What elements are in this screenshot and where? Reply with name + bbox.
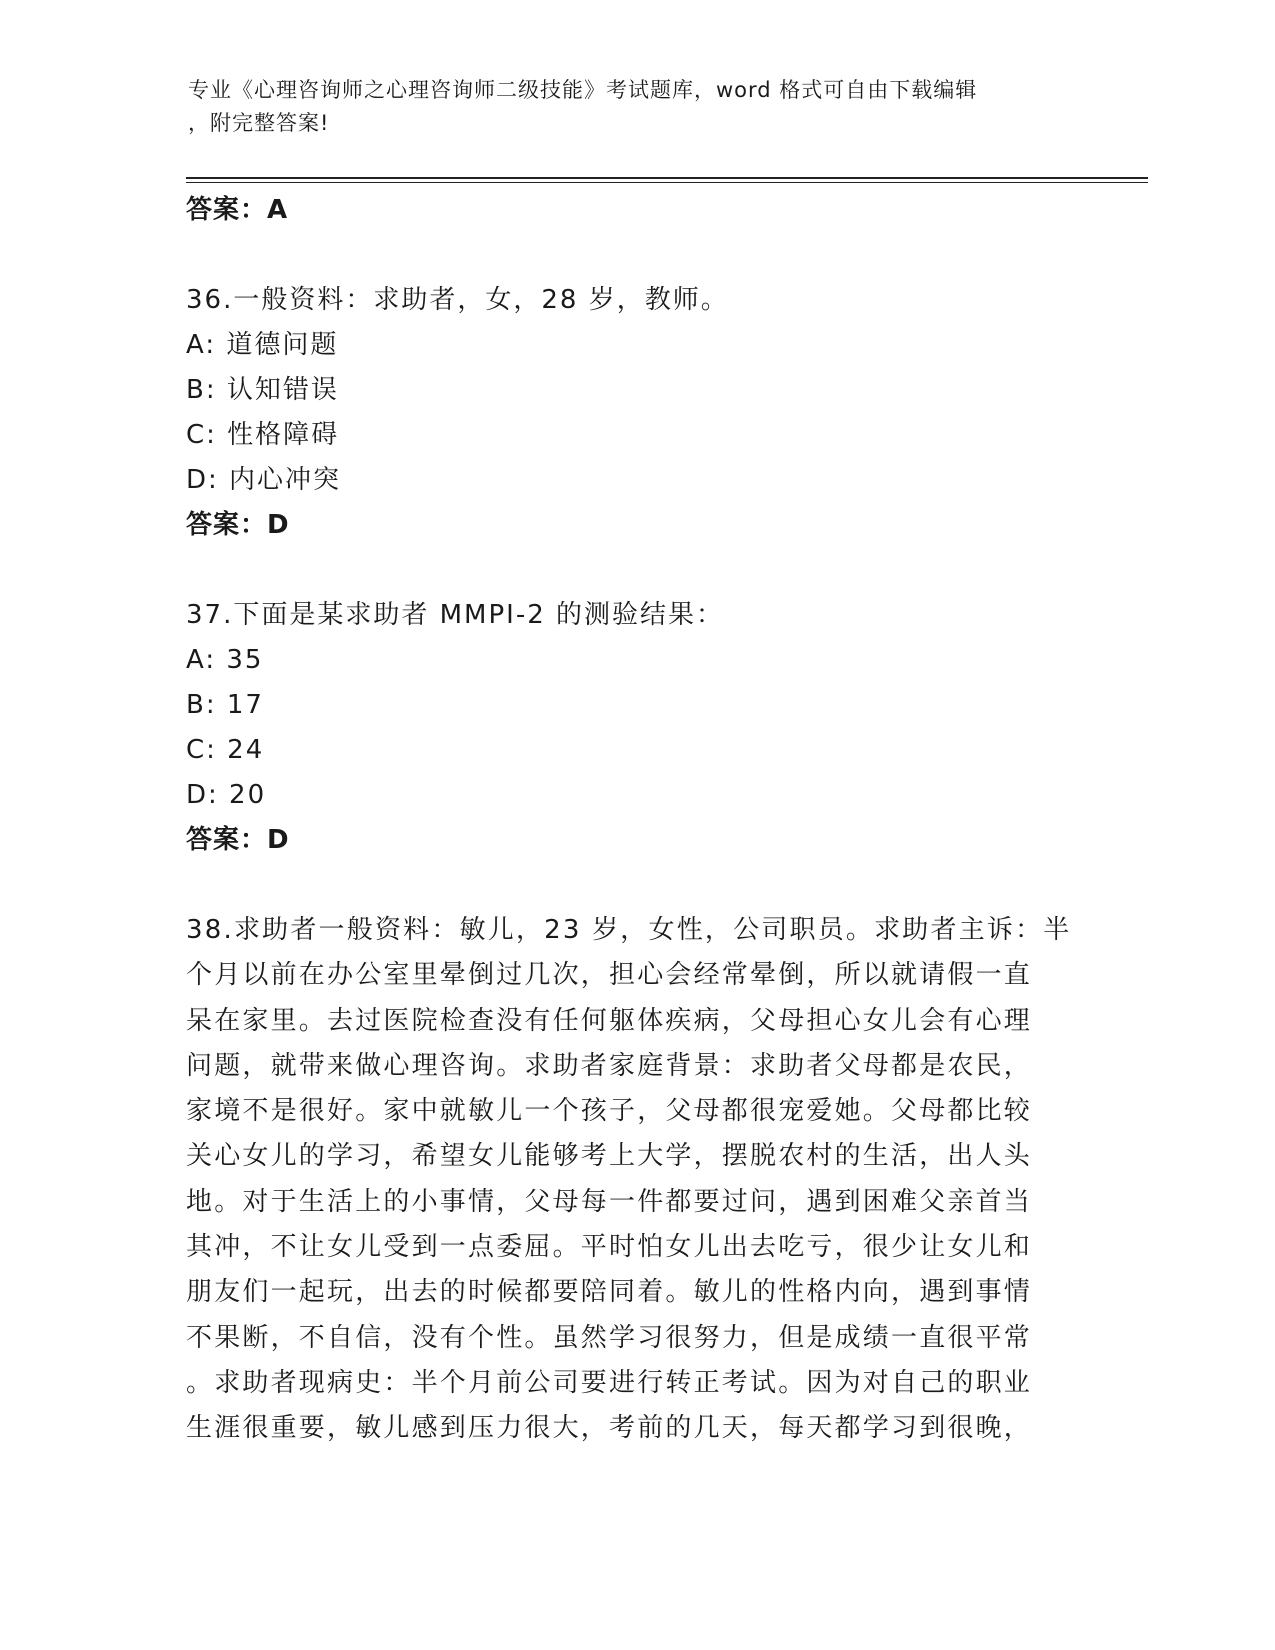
option-a: A: 35 bbox=[186, 645, 264, 675]
page-header bbox=[188, 74, 1068, 140]
option-d: D: 内心冲突 bbox=[186, 465, 342, 495]
spacer bbox=[186, 548, 1086, 593]
paragraph-line: 呆在家里。去过医院检查没有任何躯体疾病，父母担心女儿会有心理 bbox=[186, 1005, 1033, 1036]
header-divider bbox=[186, 177, 1148, 179]
header-divider-thin bbox=[186, 182, 1148, 183]
paragraph-line: 关心女儿的学习，希望女儿能够考上大学，摆脱农村的生活，出人头 bbox=[186, 1141, 1033, 1172]
paragraph-line: 地。对于生活上的小事情，父母每一件都要过问，遇到困难父亲首当 bbox=[186, 1186, 1033, 1217]
option-b: B: 17 bbox=[186, 690, 264, 720]
paragraph-line: 38.求助者一般资料：敏儿，23 岁，女性，公司职员。求助者主诉：半 bbox=[186, 915, 1072, 945]
answer-label: 答案：D bbox=[186, 825, 290, 855]
option-a: A: 道德问题 bbox=[186, 330, 339, 360]
paragraph-line: 问题，就带来做心理咨询。求助者家庭背景：求助者父母都是农民， bbox=[186, 1050, 1033, 1081]
paragraph-line: 家境不是很好。家中就敏儿一个孩子，父母都很宠爱她。父母都比较 bbox=[186, 1096, 1033, 1127]
paragraph-line: 朋友们一起玩，出去的时候都要陪同着。敏儿的性格内向，遇到事情 bbox=[186, 1277, 1033, 1308]
header-line-2: ，附完整答案! bbox=[188, 111, 330, 135]
question-37 bbox=[186, 593, 1086, 863]
question-36 bbox=[186, 278, 1086, 548]
question-stem: 36.一般资料：求助者，女，28 岁，教师。 bbox=[186, 285, 729, 315]
option-b: B: 认知错误 bbox=[186, 375, 339, 405]
document-body bbox=[186, 188, 1086, 1452]
paragraph-line: 其冲，不让女儿受到一点委屈。平时怕女儿出去吃亏，很少让女儿和 bbox=[186, 1232, 1033, 1263]
option-c: C: 性格障碍 bbox=[186, 420, 340, 450]
answer-label: 答案：D bbox=[186, 510, 290, 540]
question-38 bbox=[186, 908, 1086, 1452]
paragraph-line: 不果断，不自信，没有个性。虽然学习很努力，但是成绩一直很平常 bbox=[186, 1322, 1033, 1353]
header-line-1: 专业《心理咨询师之心理咨询师二级技能》考试题库，word 格式可自由下载编辑 bbox=[188, 78, 978, 102]
question-stem: 37.下面是某求助者 MMPI-2 的测验结果： bbox=[186, 600, 725, 630]
paragraph-line: 。求助者现病史：半个月前公司要进行转正考试。因为对自己的职业 bbox=[186, 1367, 1033, 1398]
paragraph-line: 生涯很重要，敏儿感到压力很大，考前的几天，每天都学习到很晚， bbox=[186, 1413, 1033, 1444]
option-c: C: 24 bbox=[186, 735, 265, 765]
spacer bbox=[186, 863, 1086, 908]
spacer bbox=[186, 233, 1086, 278]
paragraph-line: 个月以前在办公室里晕倒过几次，担心会经常晕倒，所以就请假一直 bbox=[186, 960, 1033, 991]
answer-label: 答案：A bbox=[186, 195, 289, 225]
option-d: D: 20 bbox=[186, 780, 267, 810]
